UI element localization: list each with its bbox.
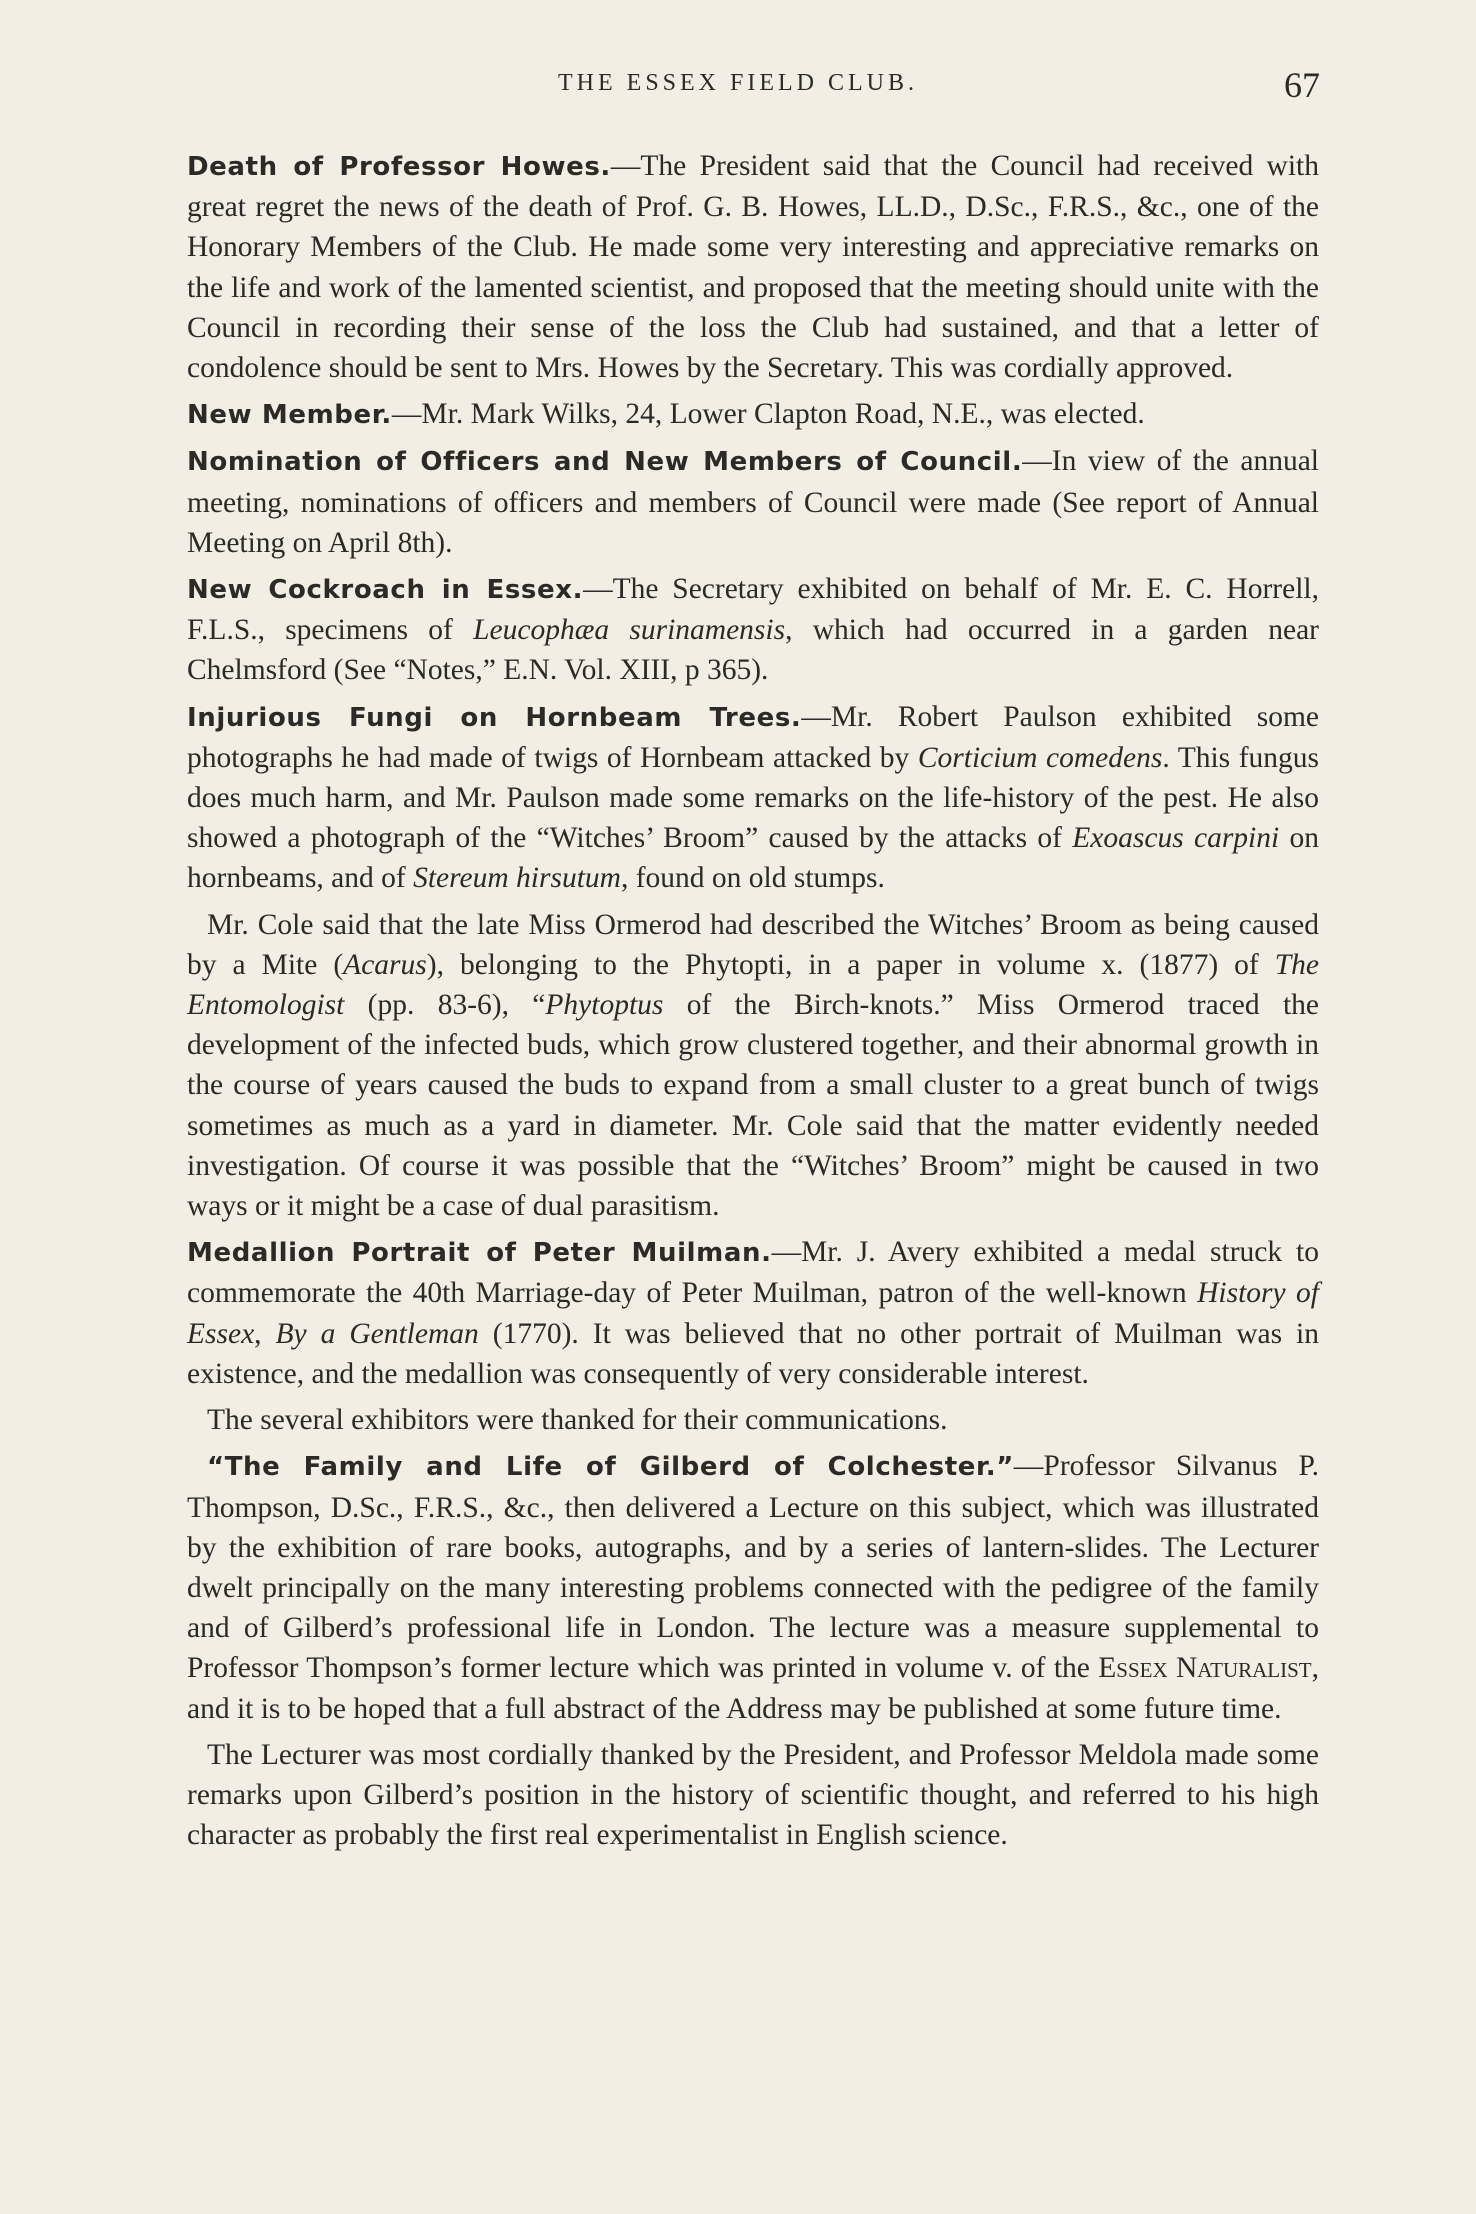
paragraph <box>187 1446 1319 1728</box>
paragraph-heading: Medallion Portrait of Peter Muilman. <box>187 1238 772 1269</box>
italic-text: By a Gentleman <box>275 1317 479 1350</box>
heading-dash: — <box>1022 445 1052 478</box>
paragraph-text: , <box>254 1317 276 1350</box>
paragraph-text: (pp. 83-6), “ <box>344 989 546 1022</box>
italic-text: Acarus <box>343 948 427 981</box>
paragraph-text: The several exhibitors were thanked for their communications. <box>207 1404 948 1437</box>
paragraph-text: Professor Silvanus P. Thompson, D.Sc., F.R.S., &c., then delivered a Lecture on this subject, which was illustrated by the exhibition of rare books, autographs, and by a series of lantern-slides. The Lecturer dwelt principally on the many interesting problems connected with the pedigree of the family and of Gilberd’s professional life in London. The lecture was a measure supplemental to Professor Thompson’s former lecture which was printed in volume v. of the <box>187 1450 1319 1685</box>
paragraph-heading: Injurious Fungi on Hornbeam Trees. <box>187 702 802 733</box>
paragraph-text: In view of the annual meeting, nominations of officers and members of Council were made (See report of Annual Meeting on April 8th). <box>187 445 1319 559</box>
paragraph <box>187 441 1319 563</box>
heading-dash: — <box>391 398 422 431</box>
body-text <box>187 146 1319 1861</box>
paragraph <box>187 905 1319 1227</box>
paragraph-text: of the Birch-knots.” Miss Ormerod traced the development of the infected buds, which grow clustered together, and their abnormal growth in the course of years caused the buds to expand from a small cluster to a great bunch of twigs sometimes as much as a yard in diameter. Mr. Cole said that the matter evidently needed investigation. Of course it was possible that the “Witches’ Broom” might be caused in two ways or it might be a case of dual parasitism. <box>187 989 1319 1223</box>
small-caps-text: Essex Naturalist <box>1098 1652 1312 1685</box>
paragraph-text: Mr. Mark Wilks, 24, Lower Clapton Road, N.E., was elected. <box>421 398 1145 431</box>
italic-text: The Entomologist <box>187 948 1319 1022</box>
italic-text: Leucophæa surinamensis <box>473 614 786 647</box>
paragraph-text: (1770). It was believed that no other portrait of Muilman was in existence, and the medallion was consequently of very considerable interest. <box>187 1317 1319 1390</box>
heading-dash: — <box>583 573 613 606</box>
paragraph-text: , which had occurred in a garden near Chelmsford (See “Notes,” E.N. Vol. XIII, p 365). <box>187 614 1319 687</box>
italic-text: Corticium comedens <box>917 741 1163 774</box>
paragraph <box>187 146 1319 388</box>
paragraph-text: Mr. Robert Paulson exhibited some photographs he had made of twigs of Hornbeam attacked by <box>187 700 1319 774</box>
paragraph-heading: “The Family and Life of Gilberd of Colchester.” <box>207 1452 1014 1483</box>
heading-dash: — <box>801 700 831 733</box>
paragraph-heading: New Cockroach in Essex. <box>187 575 584 606</box>
paragraph-text: , found on old stumps. <box>620 862 885 895</box>
paragraph-text: Mr. J. Avery exhibited a medal struck to commemorate the 40th Marriage-day of Peter Muilman, patron of the well-known <box>187 1236 1319 1310</box>
paragraph <box>187 697 1319 899</box>
paragraph-text: , and it is to be hoped that a full abstract of the Address may be published at some future time. <box>187 1652 1319 1725</box>
heading-dash: — <box>771 1236 802 1269</box>
paragraph <box>187 1400 1319 1440</box>
italic-text: Exoascus carpini <box>1072 822 1280 855</box>
running-head <box>0 62 1476 112</box>
paragraph-heading: Nomination of Officers and New Members of Council. <box>187 447 1023 478</box>
paragraph-text: The Secretary exhibited on behalf of Mr. E. C. Horrell, F.L.S., specimens of <box>187 573 1319 647</box>
paragraph-heading: New Member. <box>187 400 392 431</box>
heading-dash: — <box>610 150 641 182</box>
paragraph <box>187 1735 1319 1856</box>
italic-text: Stereum hirsutum <box>413 862 621 895</box>
paragraph <box>187 1232 1319 1394</box>
italic-text: Phytoptus <box>545 989 664 1022</box>
page-number: 67 <box>1284 65 1320 105</box>
paragraph-text: The President said that the Council had received with great regret the news of the death of Prof. G. B. Howes, LL.D., D.Sc., F.R.S., &c., one of the Honorary Members of the Club. He made some very interesting and appreciative remarks on the life and work of the lamented scientist, and proposed that the meeting should unite with the Council in recording their sense of the loss the Club had sustained, and that a letter of condolence should be sent to Mrs. Howes by the Secretary. This was cordially approved. <box>187 150 1319 385</box>
running-title: THE ESSEX FIELD CLUB. <box>558 70 918 96</box>
paragraph <box>187 569 1319 691</box>
paragraph-text: Mr. Cole said that the late Miss Ormerod had described the Witches’ Broom as being caused by a Mite ( <box>187 908 1319 981</box>
paragraph-text: . This fungus does much harm, and Mr. Paulson made some remarks on the life-history of the pest. He also showed a photograph of the “Witches’ Broom” caused by the attacks of <box>187 741 1320 855</box>
paragraph-heading: Death of Professor Howes. <box>187 152 611 182</box>
paragraph-text: on hornbeams, and of <box>187 822 1319 895</box>
italic-text: History of Essex <box>187 1277 1320 1350</box>
heading-dash: — <box>1013 1450 1044 1483</box>
paragraph-text: The Lecturer was most cordially thanked by the President, and Professor Meldola made some remarks upon Gilberd’s position in the history of scientific thought, and referred to his high character as probably the first real experimentalist in English science. <box>187 1738 1319 1852</box>
paragraph <box>187 394 1319 435</box>
paragraph-text: ), belonging to the Phytopti, in a paper in volume x. (1877) of <box>426 948 1275 981</box>
